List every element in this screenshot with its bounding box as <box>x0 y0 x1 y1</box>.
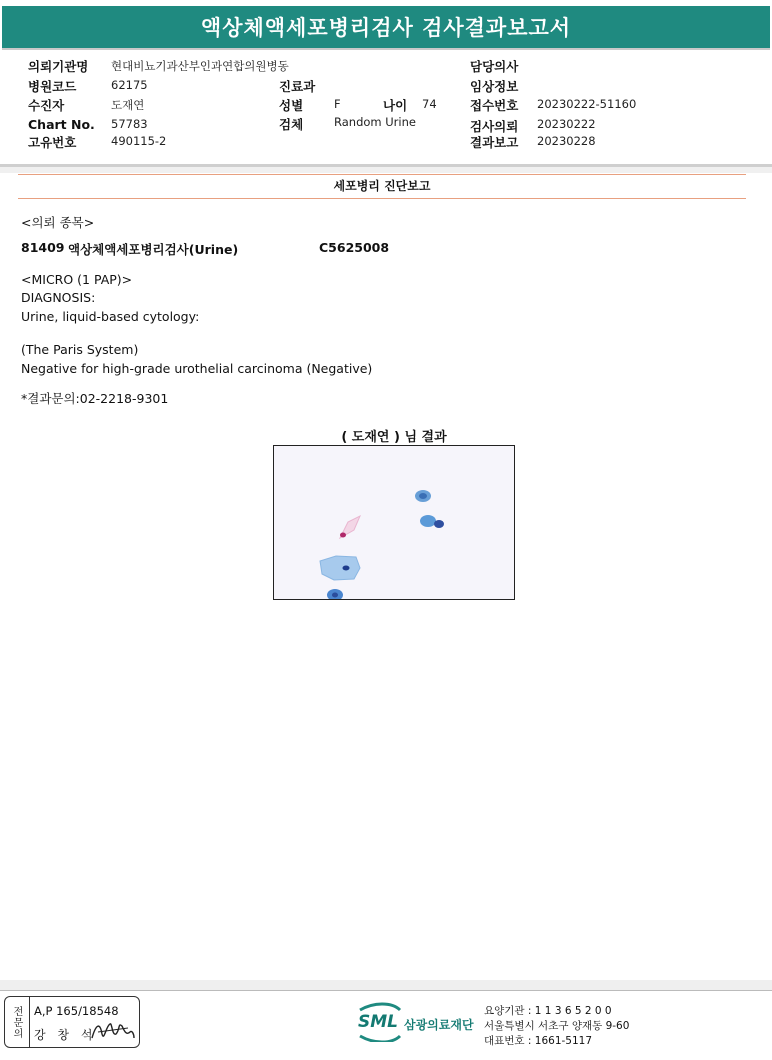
diagnosis-line: Urine, liquid-based cytology: <box>21 309 200 324</box>
chart-no-value: 57783 <box>111 117 148 131</box>
report-title: 액상체액세포병리검사 검사결과보고서 <box>2 6 770 48</box>
dept-label: 진료과 <box>279 79 316 94</box>
sex-label: 성별 <box>279 98 304 113</box>
patient-label: 수진자 <box>28 98 65 113</box>
unique-id-value: 490115-2 <box>111 134 167 148</box>
footer-divider <box>0 990 772 991</box>
cytology-cells-graphic <box>274 446 515 600</box>
stamp-side-label: 전문의 <box>4 996 30 1048</box>
address: 서울특별시 서초구 양재동 9-60 <box>484 1020 630 1032</box>
inquiry-phone: *결과문의:02-2218-9301 <box>21 391 169 406</box>
logo-name: 삼광의료재단 <box>404 1018 474 1032</box>
main-phone: 대표번호 : 1661-5117 <box>484 1035 593 1047</box>
logo-mark: SML <box>358 1012 398 1032</box>
paris-system: (The Paris System) <box>21 342 139 357</box>
age-label: 나이 <box>383 98 408 113</box>
request-date-label: 검사의뢰 <box>470 119 519 134</box>
unique-id-label: 고유번호 <box>28 135 77 150</box>
cytology-image <box>273 445 515 600</box>
institution-value: 현대비뇨기과산부인과연합의원병동 <box>111 59 289 73</box>
sex-value: F <box>334 97 341 111</box>
age-value: 74 <box>422 97 437 111</box>
receipt-label: 접수번호 <box>470 98 519 113</box>
specimen-value: Random Urine <box>334 115 416 129</box>
clinical-label: 임상정보 <box>470 79 519 94</box>
diagnosis-label: DIAGNOSIS: <box>21 290 96 305</box>
receipt-value: 20230222-51160 <box>537 97 637 111</box>
specimen-label: 검체 <box>279 117 304 132</box>
result-line: Negative for high-grade urothelial carcinoma (Negative) <box>21 361 373 376</box>
footer-band <box>0 980 772 990</box>
hospital-code-label: 병원코드 <box>28 79 77 94</box>
section-rule-top <box>18 174 746 175</box>
signature-graphic <box>90 1016 136 1044</box>
item-code: 81409 <box>21 240 65 255</box>
image-caption: ( 도재연 ) 님 결과 <box>341 430 447 445</box>
request-date-value: 20230222 <box>537 117 596 131</box>
section-rule-bottom <box>18 198 746 199</box>
pathologist-name: 강 창 석 <box>34 1028 97 1042</box>
info-shadow <box>0 167 772 173</box>
section-title: 세포병리 진단보고 <box>333 179 431 193</box>
institution-label: 의뢰기관명 <box>28 59 89 74</box>
micro-heading: <MICRO (1 PAP)> <box>21 272 133 287</box>
patient-value: 도재연 <box>111 98 145 112</box>
chart-no-label: Chart No. <box>28 117 95 132</box>
stamp-ap-number: A,P 165/18548 <box>34 1004 119 1018</box>
result-date-value: 20230228 <box>537 134 596 148</box>
top-margin <box>0 0 772 4</box>
hospital-code-value: 62175 <box>111 78 148 92</box>
institution-code: 요양기관 : 1 1 3 6 5 2 0 0 <box>484 1005 612 1017</box>
attending-label: 담당의사 <box>470 59 519 74</box>
result-date-label: 결과보고 <box>470 135 519 150</box>
item-name: 액상체액세포병리검사(Urine) <box>68 242 239 257</box>
item-id: C5625008 <box>319 240 390 255</box>
patient-info-panel <box>0 50 772 166</box>
request-items-heading: <의뢰 종목> <box>21 215 95 230</box>
